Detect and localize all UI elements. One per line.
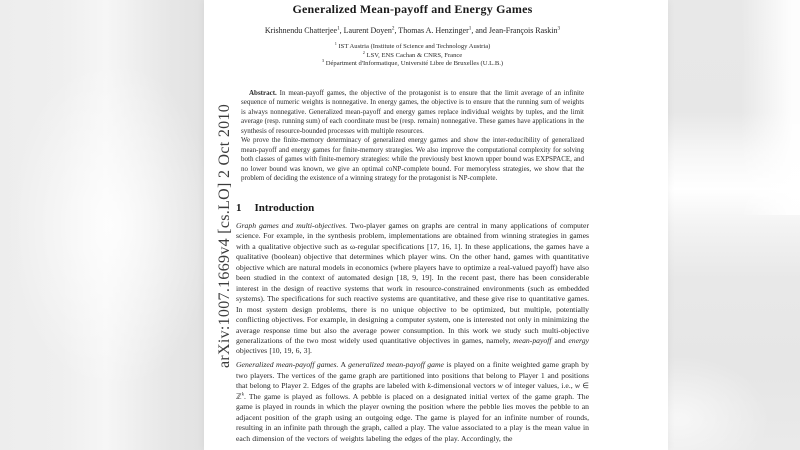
section-heading — [236, 202, 314, 214]
paper-page — [204, 0, 668, 450]
affiliation-line: $^3$ Départment d'Informatique, Université Libre de Bruxelles (U.L.B.) — [321, 58, 504, 68]
backdrop-right — [668, 0, 800, 450]
section-title: Introduction — [254, 202, 315, 214]
introduction-body — [236, 221, 589, 444]
abstract-paragraph — [241, 89, 584, 136]
paragraph: Graph games and multi-objectives. Two-player games on graphs are central in many applications of computer science. For example, in the synthesis problem, implementations are obtained from winning strategies in games with a qualitative objective such as ω-regular specifications [17, 16, 1]. In these applications, the games have a qualitative (boolean) objective that determines which player wins. On the other hand, games with quantitative objective which are natural models in economics (where players have to optimize a real-valued payoff) have also been studied in the context of automated design [18, 9, 19]. In the recent past, there has been considerable interest in the design of reactive systems that work in resource-constrained environments (such as embedded systems). The specifications for such reactive systems are quantitative, and these give rise to quantitative games. In most system design problems, there is no unique objective to be optimized, but multiple, potentially conflicting objectives. For example, in designing a computer system, one is interested not only in minimizing the average response time but also the average power consumption. In this work we study such multi-objective generalizations of the two most widely used quantitative objectives in games, namely, mean-payoff and energy objectives [10, 19, 6, 3]. — [236, 221, 590, 356]
abstract-block — [241, 89, 584, 184]
authors-line: Krishnendu Chatterjee$^1$, Laurent Doyen$^2$, Thomas A. Henzinger$^1$, and Jean-François Raskin$^3$ — [264, 25, 561, 35]
affiliation-line: $^1$ IST Austria (Institute of Science and Technology Austria) — [334, 40, 491, 50]
paragraph: Generalized mean-payoff games. A generalized mean-payoff game is played on a finite weighted game graph by two players. The vertices of the game graph are partitioned into positions that belong to Player 1 and positions that belong to Player 2. Edges of the graphs are labeled with k-dimensional vectors w of integer values, i.e., w ∈ ℤ$^k$. The game is played as follows. A pebble is placed on a designated initial vertex of the game graph. The game is played in rounds in which the player owning the position where the pebble lies moves the pebble to an adjacent position of the graph using an outgoing edge. The game is played for an infinite number of rounds, resulting in an infinite path through the graph, called a play. The value associated to a play is the mean value in each dimension of the vectors of weights labeling the edges of the play. Accordingly, the — [236, 360, 590, 443]
backdrop-left — [0, 0, 204, 450]
abstract-text: In mean-payoff games, the objective of the protagonist is to ensure that the limit average of an infinite sequence of numeric weights is nonnegative. In energy games, the objective is to ensure that the running sum of weights is always nonnegative. Generalized mean-payoff and energy games replace individual weights by tuples, and the limit average (resp. running sum) of each coordinate must be (resp. remain) nonnegative. These games have applications in the synthesis of resource-bounded processes with multiple resources. — [241, 89, 585, 135]
arxiv-stamp: arXiv:1007.1669v4 [cs.LO] 2 Oct 2010 — [216, 103, 233, 369]
affiliation-line: $^2$ LSV, ENS Cachan & CNRS, France — [362, 49, 463, 59]
abstract-paragraph: We prove the finite-memory determinacy of generalized energy games and show the inter-reducibility of generalized mean-payoff and energy games for finite-memory strategies. We also improve the computational complexity for solving both classes of games with finite-memory strategies: while the previously best known upper bound was EXPSPACE, and no lower bound was known, we give an optimal coNP-complete bound. For memoryless strategies, we show that the problem of deciding the existence of a winning strategy for the protagonist is NP-complete. — [241, 136, 584, 183]
abstract-label: Abstract. — [249, 89, 277, 97]
affiliations-block — [236, 40, 589, 69]
paper-title: Generalized Mean-payoff and Energy Games — [292, 2, 533, 16]
section-number: 1 — [236, 202, 242, 214]
